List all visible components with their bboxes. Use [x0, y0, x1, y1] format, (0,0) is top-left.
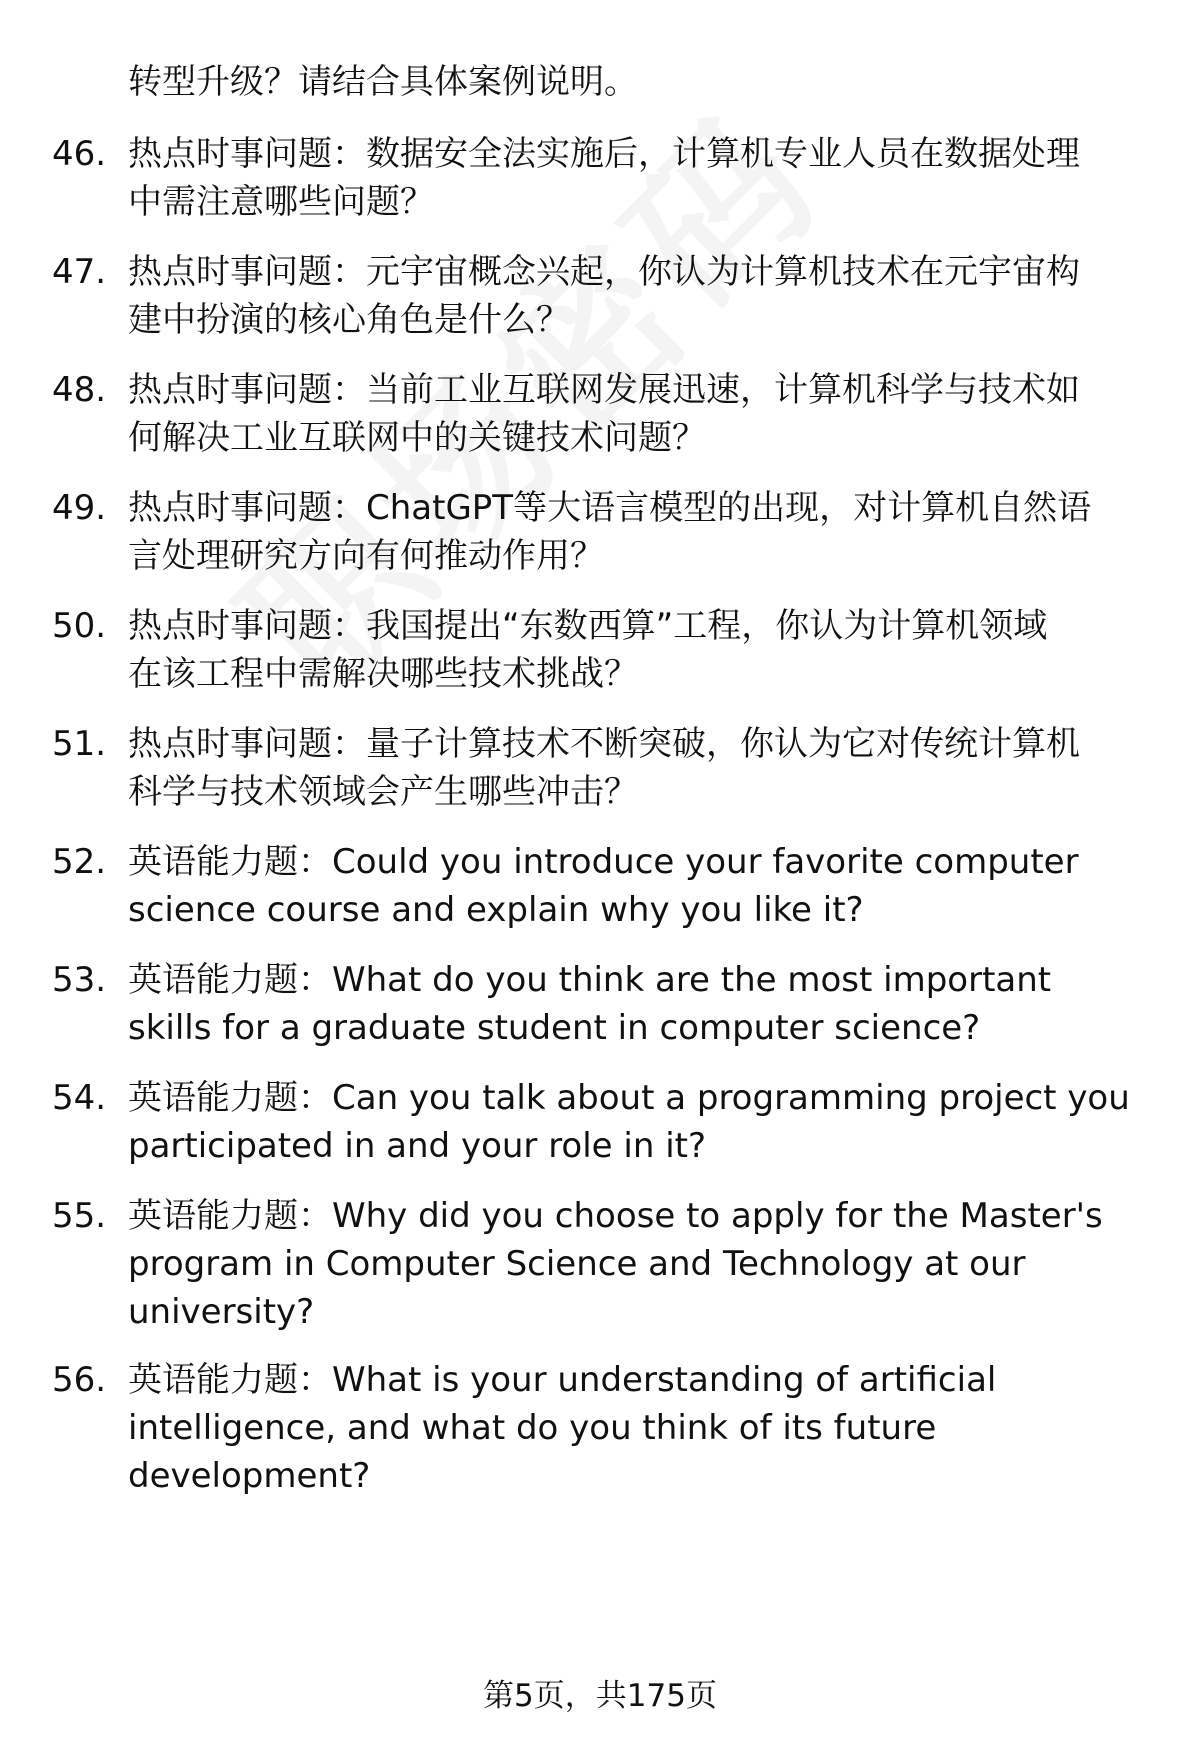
question-number: 48.: [52, 370, 107, 410]
page-footer: 第5页，共175页: [483, 1678, 717, 1714]
question-text: 英语能力题：What do you think are the most important skills for a graduate student in computer science?: [128, 960, 1052, 1048]
question-text: 英语能力题：What is your understanding of artificial intelligence, and what do you think of its future development?: [128, 1360, 997, 1496]
question-text: 英语能力题：Can you talk about a programming project you participated in and your role in it?: [128, 1078, 1130, 1166]
question-text: 英语能力题：Could you introduce your favorite computer science course and explain why you like it?: [128, 842, 1079, 930]
question-text: 热点时事问题：数据安全法实施后，计算机专业人员在数据处理 中需注意哪些问题？: [128, 134, 1080, 222]
question-number: 49.: [52, 488, 107, 528]
question-number: 47.: [52, 252, 107, 292]
question-number: 52.: [52, 842, 107, 882]
question-number: 53.: [52, 960, 107, 1000]
question-number: 55.: [52, 1196, 107, 1236]
question-number: 56.: [52, 1360, 107, 1400]
continued-question-text: 转型升级？请结合具体案例说明。: [128, 62, 638, 102]
question-text: 热点时事问题：当前工业互联网发展迅速，计算机科学与技术如 何解决工业互联网中的关键技术问题？: [128, 370, 1080, 458]
question-text: 热点时事问题：我国提出“东数西算”工程，你认为计算机领域 在该工程中需解决哪些技术挑战？: [128, 606, 1048, 694]
question-number: 46.: [52, 134, 107, 174]
question-number: 54.: [52, 1078, 107, 1118]
question-text: 热点时事问题：元宇宙概念兴起，你认为计算机技术在元宇宙构 建中扮演的核心角色是什么？: [128, 252, 1080, 340]
question-number: 50.: [52, 606, 107, 646]
question-text: 热点时事问题：量子计算技术不断突破，你认为它对传统计算机 科学与技术领域会产生哪些冲击？: [128, 724, 1080, 812]
question-text: 英语能力题：Why did you choose to apply for the Master's program in Computer Science and Technology at our university?: [128, 1196, 1103, 1332]
question-number: 51.: [52, 724, 107, 764]
question-text: 热点时事问题：ChatGPT等大语言模型的出现，对计算机自然语 言处理研究方向有何推动作用？: [128, 488, 1092, 576]
